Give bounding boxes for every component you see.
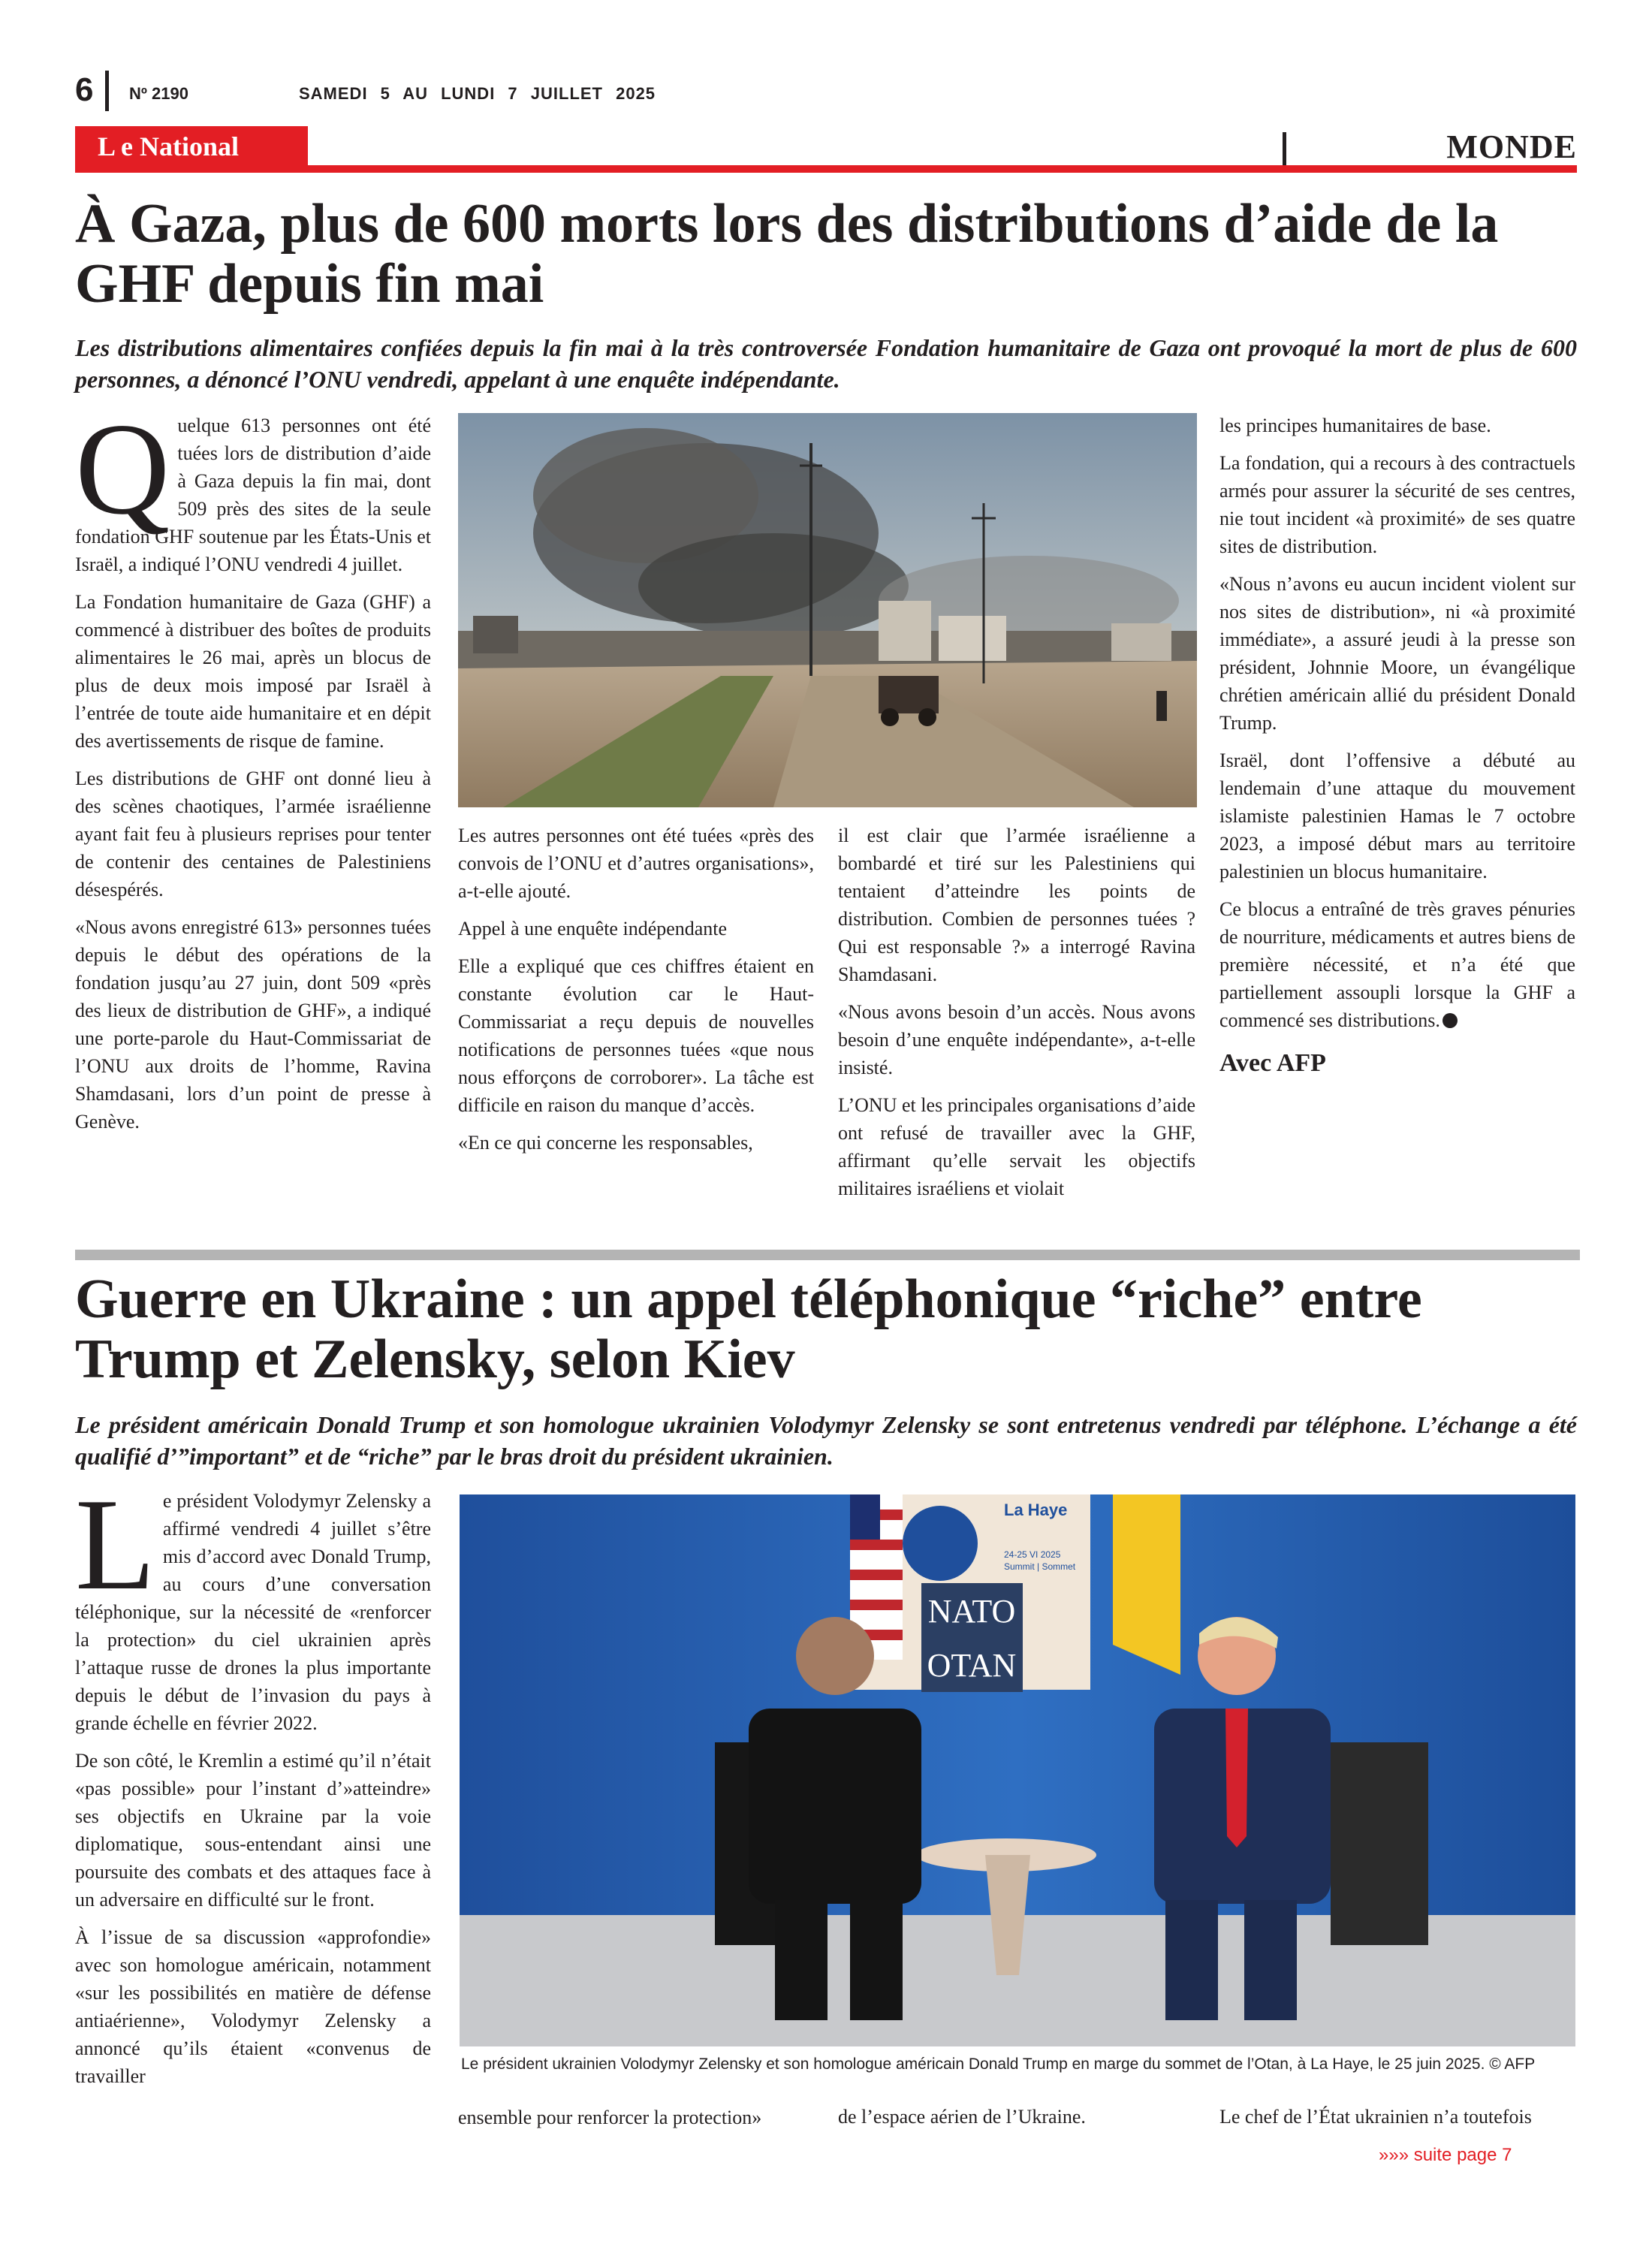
section-title: MONDE (1446, 128, 1577, 165)
photo-city-text: La Haye (1004, 1500, 1068, 1519)
page-number: 6 (75, 71, 94, 108)
brand-name: L e National (98, 131, 240, 161)
article1-headline: À Gaza, plus de 600 morts lors des distributions d’aide de la GHF depuis fin mai (75, 193, 1499, 315)
photo-caption: Le président ukrainien Volodymyr Zelensky et son homologue américain Donald Trump en marge du sommet de l’Otan, à La Haye, le 25 juin 2025. © AFP (461, 2055, 1536, 2073)
article1-dropcap: Q (75, 396, 170, 541)
article2-col1-p1: e président Volodymyr Zelensky a affirmé vendredi 4 juillet s’être mis d’accord avec Donald Trump, au cours d’une conversation téléphonique, sur la nécessité de «renforcer la protection» du ciel ukrainien après l’attaque russe de drones la plus importante depuis le début de l’invasion du pays à grande échelle en février 2022. (75, 1490, 431, 1734)
article2-dropcap: L (75, 1471, 155, 1617)
gaza-photo (458, 413, 1197, 807)
article1-col4-p4: Israël, dont l’offensive a débuté au lendemain d’une attaque du mouvement islamiste palestinien Hamas le 7 octobre 2023, a imposé début mars au territoire palestinien un blocus humanitaire. (1219, 749, 1575, 882)
article2-headline: Guerre en Ukraine : un appel téléphonique “riche” entre Trump et Zelensky, selon Kiev (75, 1268, 1422, 1390)
article1-lede: Les distributions alimentaires confiées depuis la fin mai à la très controversée Fondation humanitaire de Gaza ont provoqué la mort de plus de 600 personnes, a dénoncé l’ONU vendredi, appelant à une enquête indépendante. (75, 334, 1577, 393)
article2-column-4-tail: Le chef de l’État ukrainien n’a toutefois (1219, 2106, 1532, 2128)
photo-dates-text: 24-25 VI 2025 (1004, 1549, 1061, 1560)
article1-column-1 (75, 396, 431, 1145)
article-separator (75, 1250, 1580, 1260)
article2-lede: Le président américain Donald Trump et son homologue ukrainien Volodymyr Zelensky se sont entretenus vendredi par téléphone. L’échange a été qualifié d’”important” et de “riche” par le bras droit du président ukrainien. (75, 1411, 1577, 1470)
article1-col1-p4: «Nous avons enregistré 613» personnes tuées depuis le début des opérations de la fondation jusqu’au 27 juin, dont 509 «près des lieux de distribution de GHF», a indiqué une porte-parole du Haut-Commissariat de l’ONU aux droits de l’homme, Ravina Shamdasani, lors d’un point de presse à Genève. (75, 916, 431, 1133)
photo-otan-text: OTAN (927, 1647, 1017, 1684)
article1-col1-p3: Les distributions de GHF ont donné lieu à des scènes chaotiques, l’armée israélienne ayant fait feu à plusieurs reprises pour tenter de contenir des centaines de Palestiniens désespérés. (75, 768, 431, 900)
article1-col3-p1: il est clair que l’armée israélienne a bombardé et tiré sur les Palestiniens qui tentaient d’atteindre les points de distribution. Combien de personnes tuées ? Qui est responsable ?» a interrogé Ravina Shamdasani. (838, 825, 1195, 985)
photo-nato-text: NATO (927, 1593, 1016, 1630)
photo-summit-text: Summit | Sommet (1004, 1561, 1076, 1572)
article2-col1-p2: De son côté, le Kremlin a estimé qu’il n’était «pas possible» pour l’instant d’»atteindre» ses objectifs en Ukraine par la voie diplomatique, sous-entendant ainsi une poursuite des combats et des attaques face à un adversaire en difficulté sur le front. (75, 1750, 431, 1911)
issue-number: Nº 2190 (129, 84, 188, 103)
article1-column-2 (458, 822, 814, 1166)
article1-col2-p3: «En ce qui concerne les responsables, (458, 1132, 753, 1154)
header-rule (75, 165, 1577, 173)
article1-col4-p1: les principes humanitaires de base. (1219, 415, 1491, 436)
article2-column-1 (75, 1471, 431, 2100)
article1-column-4 (1219, 412, 1575, 1077)
article1-signature: Avec AFP (1219, 1049, 1326, 1077)
article1-subheading: Appel à une enquête indépendante (458, 918, 728, 940)
article1-col1-p2: La Fondation humanitaire de Gaza (GHF) a commencé à distribuer des boîtes de produits alimentaires le 26 mai, après un blocus de plus de deux mois imposé par Israël à l’entrée de toute aide humanitaire et en dépit des avertissements de risque de famine. (75, 591, 431, 752)
article1-col4-p3: «Nous n’avons eu aucun incident violent sur nos sites de distribution», ni «à proximité immédiate», a assuré jeudi à la presse son président, Johnnie Moore, un évangélique chrétien américain allié du président Donald Trump. (1219, 573, 1575, 734)
article1-col3-p3: L’ONU et les principales organisations d’aide ont refusé de travailler avec la GHF, affirmant qu’elle servait les objectifs militaires israéliens et violait (838, 1094, 1195, 1199)
article1-col4-p5: Ce blocus a entraîné de très graves pénuries de nourriture, médicaments et autres biens de première nécessité, et n’a été que partiellement assoupli lorsque la GHF a commencé ses distributions. (1219, 898, 1575, 1031)
article1-col3-p2: «Nous avons besoin d’un accès. Nous avons besoin d’une enquête indépendante», a-t-elle insisté. (838, 1001, 1195, 1078)
article1-column-3 (838, 822, 1195, 1212)
issue-date: SAMEDI 5 AU LUNDI 7 JUILLET 2025 (299, 84, 656, 103)
article2-col1-p3: À l’issue de sa discussion «approfondie» avec son homologue américain, notamment «sur les possibilités en matière de défense antiaérienne», Volodymyr Zelensky a annoncé qu’ils étaient «convenus de travailler (75, 1926, 431, 2087)
ukraine-photo (460, 1494, 1575, 2046)
article2-column-3-tail: de l’espace aérien de l’Ukraine. (838, 2106, 1086, 2128)
article1-col2-p2: Elle a expliqué que ces chiffres étaient en constante évolution car le Haut-Commissariat a reçu depuis de nouvelles notifications de personnes tuées «que nous nous efforçons de corroborer». La tâche est difficile en raison du manque d’accès. (458, 955, 814, 1116)
article1-col4-p2: La fondation, qui a recours à des contractuels armés pour assurer la sécurité de ses centres, nie tout incident «à proximité» de ses quatre sites de distribution. (1219, 452, 1575, 557)
article2-column-2-tail: ensemble pour renforcer la protection» (458, 2107, 762, 2128)
section-divider (1283, 132, 1286, 167)
end-of-article-icon (1442, 1013, 1458, 1028)
page-number-divider (105, 71, 109, 111)
continued-link[interactable]: »»» suite page 7 (1379, 2145, 1512, 2165)
article1-col2-p1: Les autres personnes ont été tuées «près des convois de l’ONU et d’autres organisations», a-t-elle ajouté. (458, 825, 814, 902)
article1-col1-p1: uelque 613 personnes ont été tuées lors de distribution d’aide à Gaza depuis la fin mai, dont 509 près des sites de la seule fondation GHF soutenue par les États-Unis et Israël, a indiqué l’ONU vendredi 4 juillet. (75, 415, 431, 575)
